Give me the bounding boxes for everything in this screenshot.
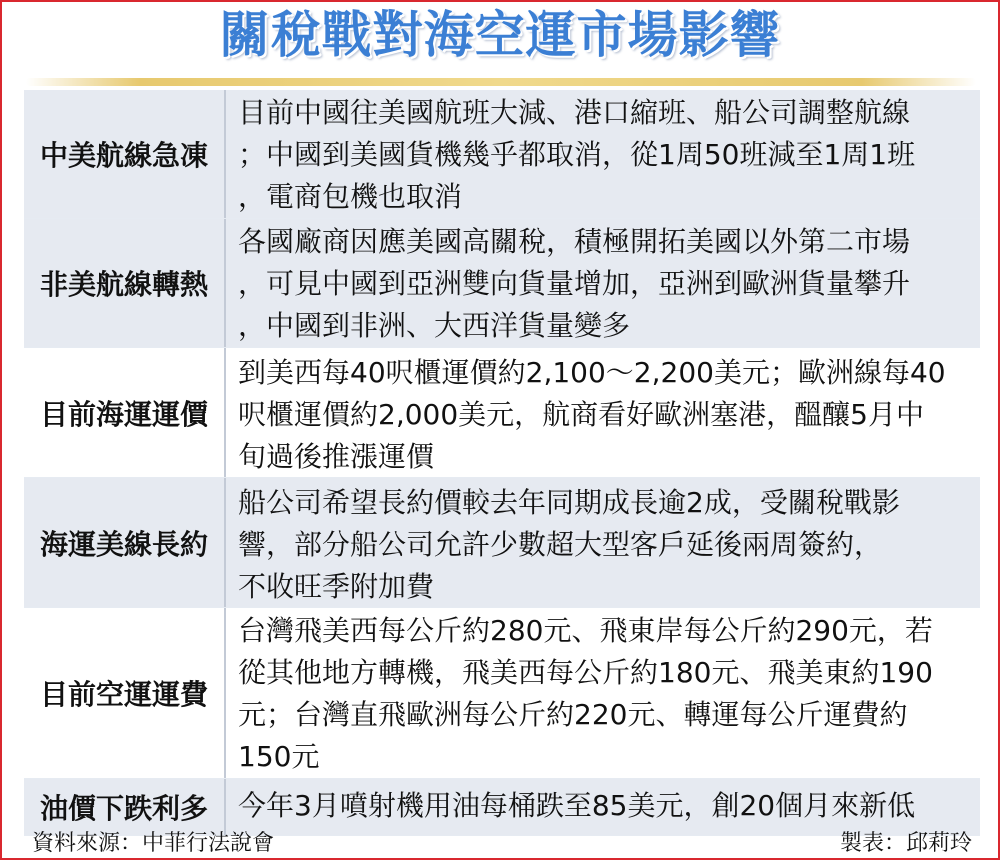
table-row [24, 478, 980, 608]
row-text-line: 今年3月噴射機用油每桶跌至85美元，創20個月來新低 [238, 789, 916, 822]
row-label: 海運美線長約 [24, 478, 226, 607]
row-text-line: 目前中國往美國航班大減、港口縮班、船公司調整航線 [238, 96, 911, 129]
row-text-line: ，中國到非洲、大西洋貨量變多 [238, 309, 631, 342]
footer [32, 826, 972, 857]
row-content [226, 478, 980, 607]
row-content [226, 219, 980, 347]
row-content [226, 90, 980, 218]
row-text-line: 旬過後推漲運價 [238, 440, 435, 473]
row-text-line: 響，部分船公司允許少數超大型客戶延後兩周簽約， [238, 528, 883, 561]
source-note: 資料來源：中菲行法說會 [32, 831, 275, 856]
row-text-line: 各國廠商因應美國高關稅，積極開拓美國以外第二市場 [238, 225, 911, 258]
table-row [24, 608, 980, 779]
table-row [24, 348, 980, 478]
page-title: 關稅戰對海空運市場影響 [219, 6, 781, 64]
title-divider [26, 78, 976, 86]
row-text-line: 從其他地方轉機，飛美西每公斤約180元、飛美東約190 [238, 656, 933, 689]
row-label: 中美航線急凍 [24, 90, 226, 218]
row-label: 目前空運運費 [24, 608, 226, 778]
table-row [24, 90, 980, 219]
row-text-line: 元；台灣直飛歐洲每公斤約220元、轉運每公斤運費約 [238, 698, 908, 731]
row-text-line: ，可見中國到亞洲雙向貨量增加，亞洲到歐洲貨量攀升 [238, 267, 911, 300]
row-text-line: ，電商包機也取消 [238, 180, 463, 213]
row-text-line: 呎櫃運價約2,000美元，航商看好歐洲塞港，醞釀5月中 [238, 398, 924, 431]
row-text-line: ；中國到美國貨機幾乎都取消，從1周50班減至1周1班 [238, 138, 916, 171]
credit-note: 製表：邱莉玲 [839, 831, 972, 856]
row-text-line: 到美西每40呎櫃運價約2,100～2,200美元；歐洲線每40 [238, 356, 946, 389]
row-text-line: 船公司希望長約價較去年同期成長逾2成，受關稅戰影 [238, 486, 900, 519]
row-label: 目前海運運價 [24, 348, 226, 477]
table-row [24, 219, 980, 348]
row-label: 非美航線轉熱 [24, 219, 226, 347]
row-content [226, 608, 980, 778]
row-label: 油價下跌利多 [24, 779, 226, 835]
row-text-line: 台灣飛美西每公斤約280元、飛東岸每公斤約290元，若 [238, 614, 933, 647]
info-table [24, 90, 980, 836]
row-text-line: 不收旺季附加費 [238, 570, 435, 603]
row-content [226, 348, 980, 477]
row-text-line: 150元 [238, 740, 320, 773]
